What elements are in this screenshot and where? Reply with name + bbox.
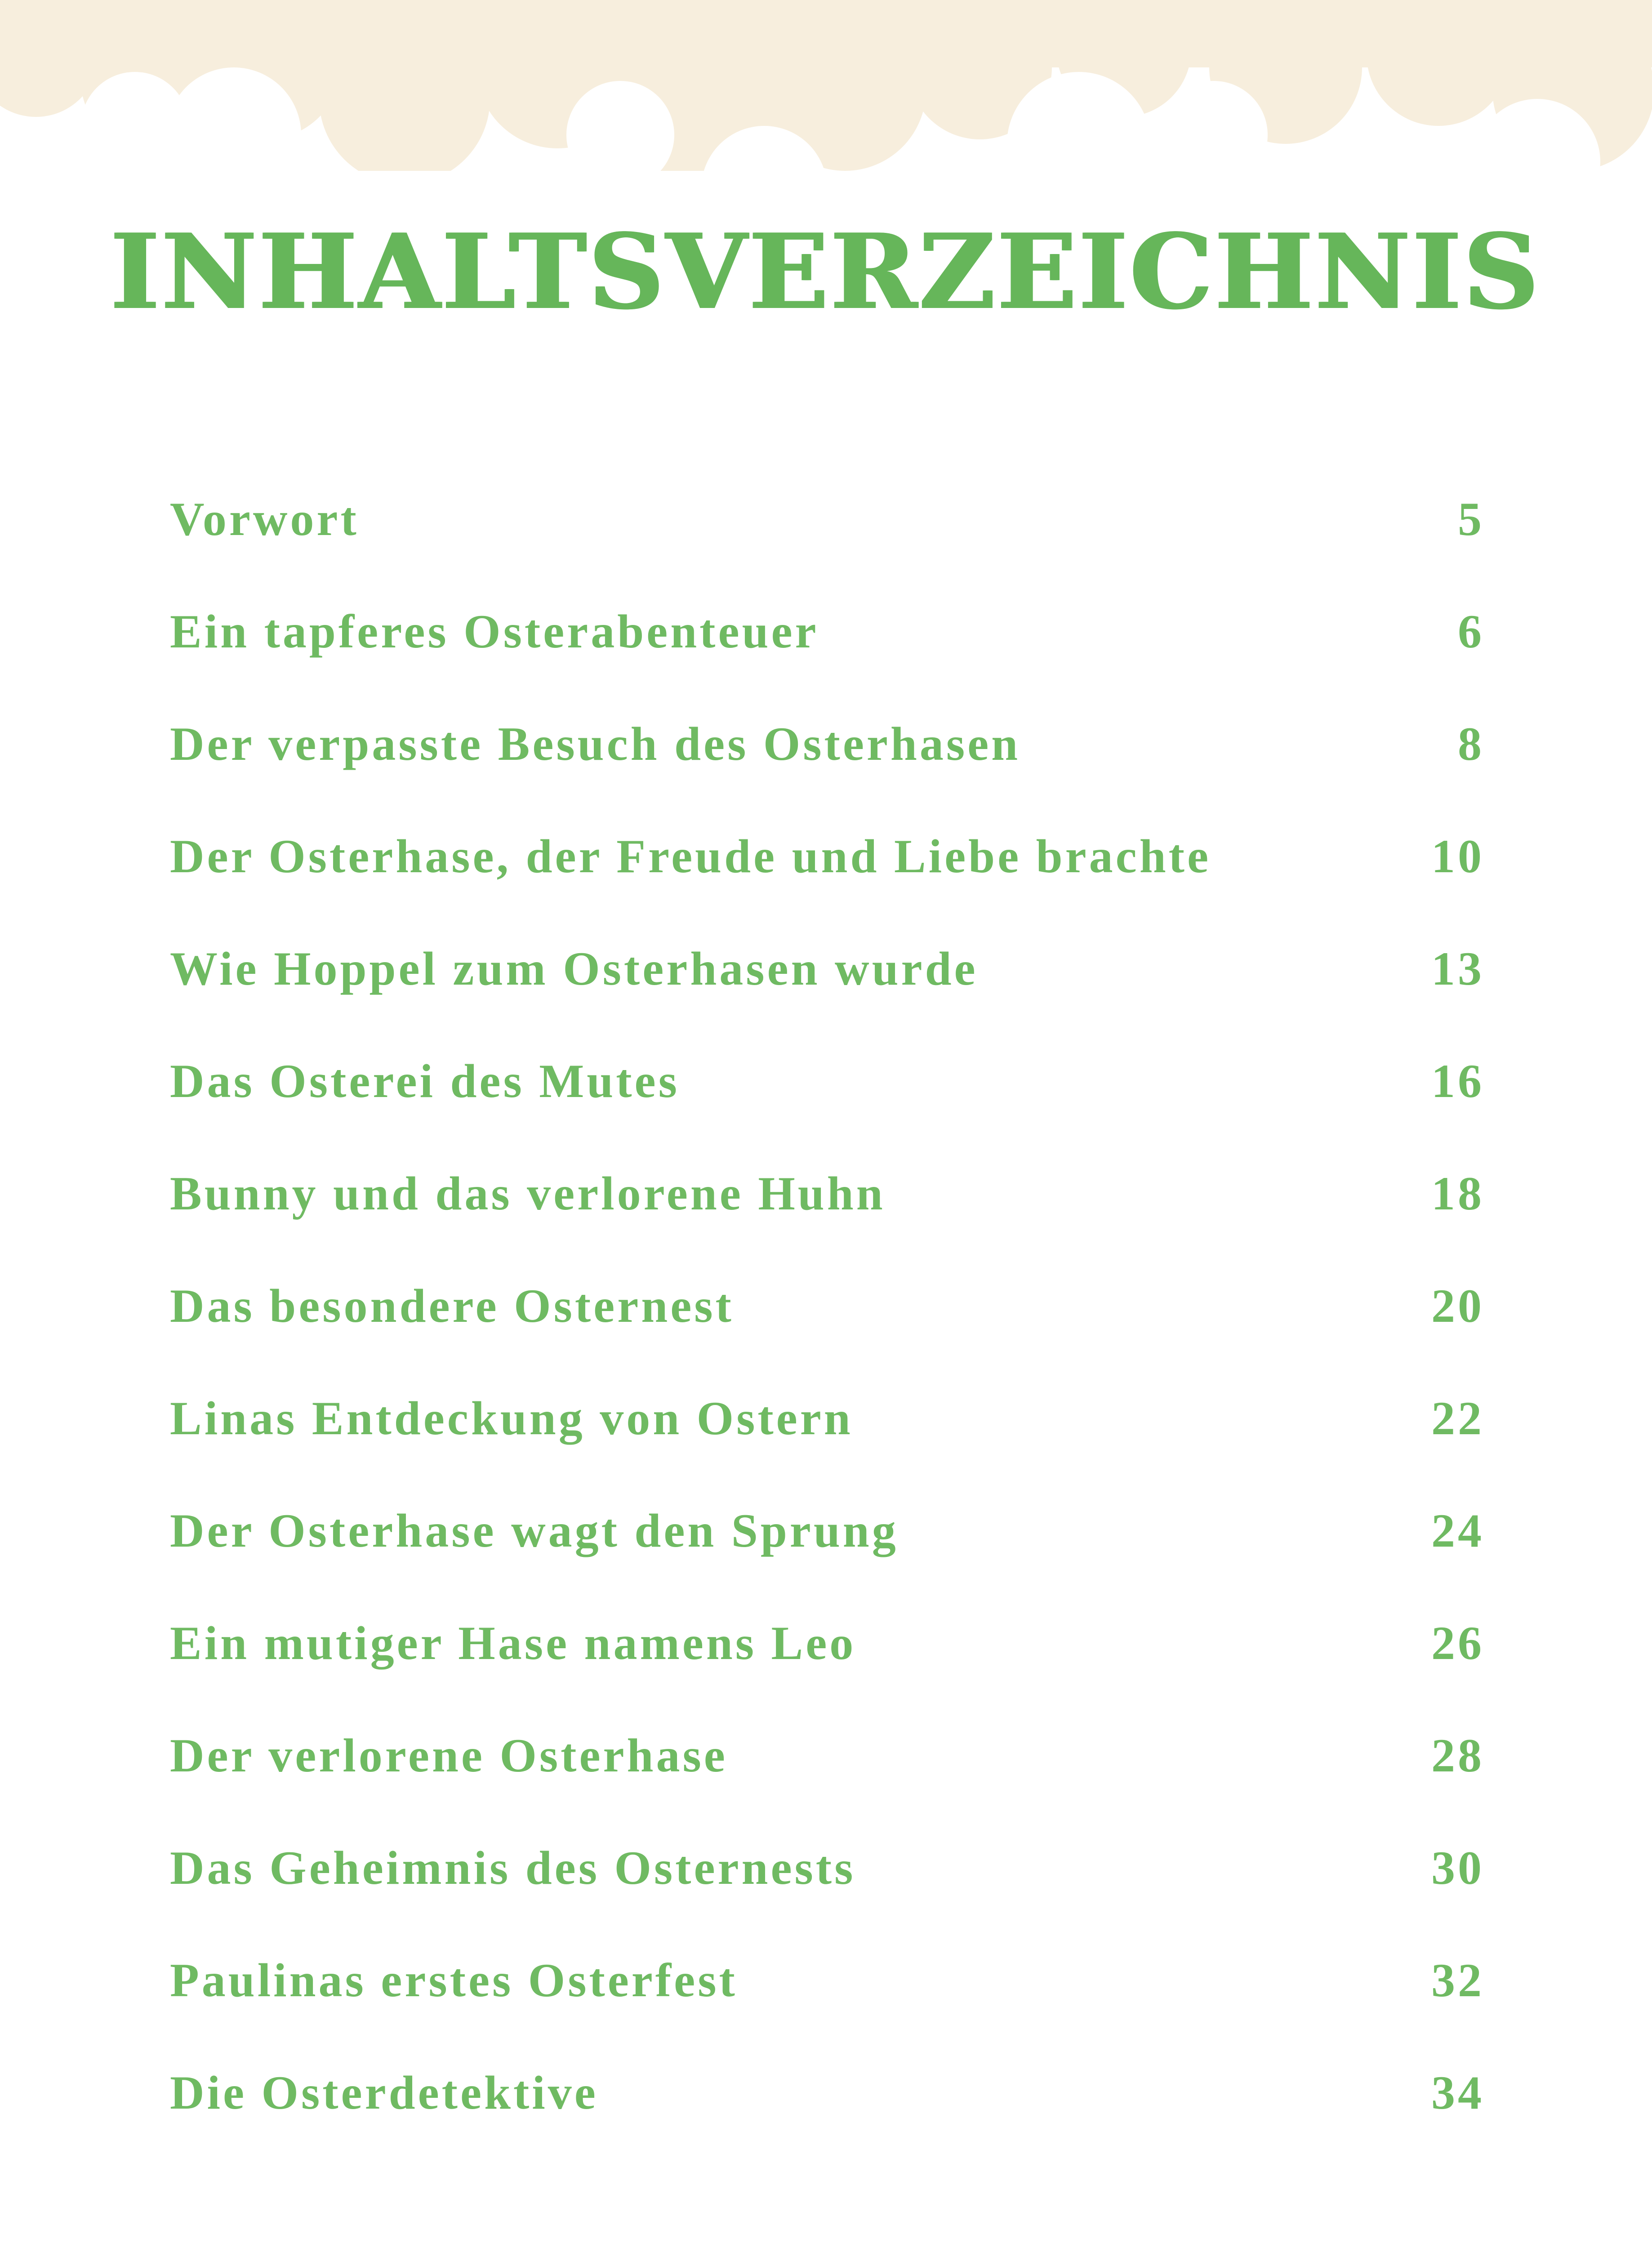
toc-entry-page: 34	[1431, 2066, 1484, 2119]
cloud-border	[0, 0, 1652, 207]
page-title: INHALTSVERZEICHNIS	[111, 211, 1541, 333]
toc-entry[interactable]	[170, 1164, 1484, 1277]
toc-entry[interactable]	[170, 602, 1484, 715]
toc-entry-page: 10	[1431, 830, 1484, 883]
toc-entry-title: Ein mutiger Hase namens Leo	[170, 1617, 856, 1669]
toc-entry[interactable]	[170, 1726, 1484, 1839]
toc-entry[interactable]	[170, 1839, 1484, 1951]
toc-entry[interactable]	[170, 715, 1484, 827]
toc-entry-title: Der Osterhase wagt den Sprung	[170, 1504, 899, 1557]
toc-entry-title: Der verlorene Osterhase	[170, 1729, 728, 1782]
toc-entry-page: 6	[1458, 605, 1484, 658]
toc-entry-page: 26	[1431, 1617, 1484, 1669]
toc-entry-page: 30	[1431, 1842, 1484, 1894]
toc-entry-title: Ein tapferes Osterabenteuer	[170, 605, 819, 658]
toc-entry[interactable]	[170, 1502, 1484, 1614]
toc-entry-page: 24	[1431, 1504, 1484, 1557]
village-illustration	[0, 2230, 1652, 2248]
toc-entry[interactable]	[170, 1052, 1484, 1164]
toc-entry-title: Wie Hoppel zum Osterhasen wurde	[170, 942, 978, 995]
toc-entry-title: Das Osterei des Mutes	[170, 1055, 680, 1107]
toc-entry-page: 5	[1458, 493, 1484, 545]
toc-entry-page: 28	[1431, 1729, 1484, 1782]
toc-entry-page: 16	[1431, 1055, 1484, 1107]
toc-entry-page: 22	[1431, 1392, 1484, 1445]
toc-entry-title: Vorwort	[170, 493, 359, 545]
table-of-contents	[170, 490, 1484, 2176]
toc-entry-title: Das besondere Osternest	[170, 1280, 734, 1332]
toc-entry[interactable]	[170, 1614, 1484, 1726]
toc-entry-page: 18	[1431, 1167, 1484, 1220]
toc-entry-page: 32	[1431, 1954, 1484, 2007]
toc-entry[interactable]	[170, 490, 1484, 602]
toc-entry-page: 13	[1431, 942, 1484, 995]
toc-entry-page: 8	[1458, 718, 1484, 770]
toc-entry[interactable]	[170, 1277, 1484, 1389]
toc-entry-title: Der verpasste Besuch des Osterhasen	[170, 718, 1021, 770]
toc-entry-title: Die Osterdetektive	[170, 2066, 598, 2119]
toc-entry[interactable]	[170, 940, 1484, 1052]
toc-entry[interactable]	[170, 1389, 1484, 1502]
toc-entry-title: Bunny und das verlorene Huhn	[170, 1167, 886, 1220]
toc-entry[interactable]	[170, 2064, 1484, 2176]
toc-entry-title: Paulinas erstes Osterfest	[170, 1954, 738, 2007]
toc-entry-title: Das Geheimnis des Osternests	[170, 1842, 856, 1894]
toc-entry[interactable]	[170, 827, 1484, 940]
toc-entry-title: Der Osterhase, der Freude und Liebe brachte	[170, 830, 1211, 883]
toc-entry[interactable]	[170, 1951, 1484, 2064]
toc-entry-page: 20	[1431, 1280, 1484, 1332]
toc-entry-title: Linas Entdeckung von Ostern	[170, 1392, 853, 1445]
